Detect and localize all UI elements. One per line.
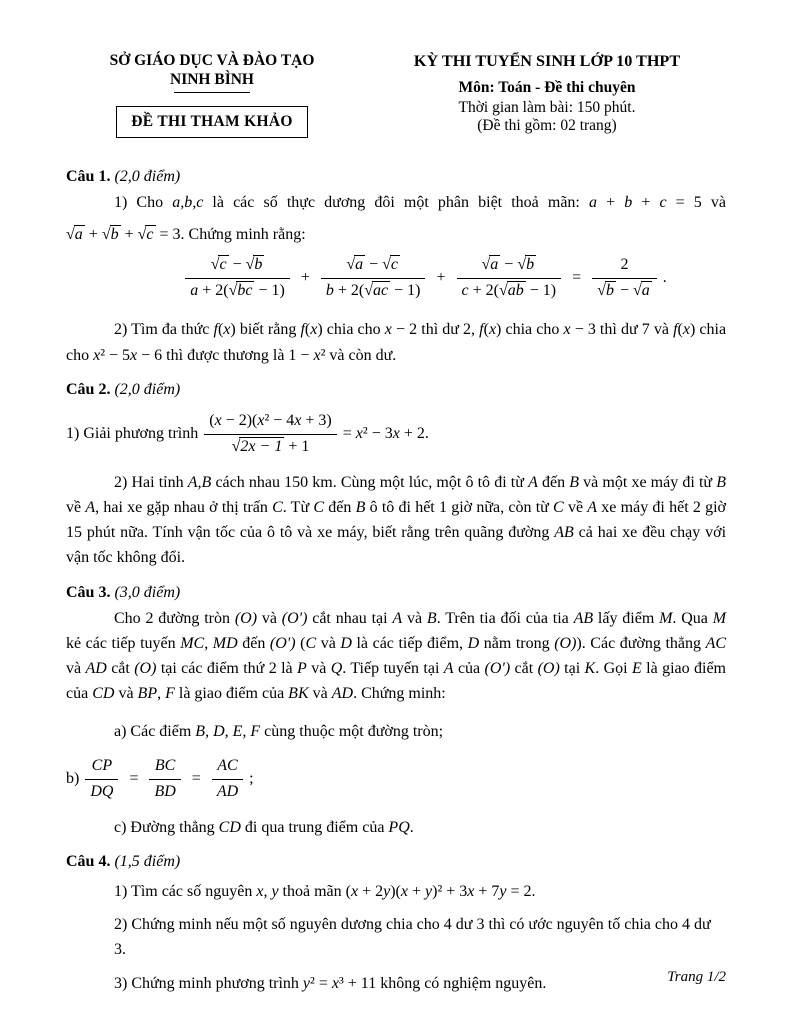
equals-operator: = [191,769,201,787]
question-4 [66,853,726,996]
q1-item1-text: 1) Cho a,b,c là các số thực dương đôi một phân biệt thoả mãn: a + b + c = 5 và [114,194,727,211]
exam-subject: Môn: Toán - Đề thi chuyên [458,79,636,96]
question-1 [66,168,726,368]
equation-period: . [662,268,667,286]
exam-body [66,168,726,996]
equals-operator: = [129,769,139,787]
q3-item-a: a) Các điểm B, D, E, F cùng thuộc một đường tròn; [114,722,444,740]
page-number: Trang 1/2 [667,969,726,985]
department-name: SỞ GIÁO DỤC VÀ ĐÀO TẠO [109,52,315,69]
question-points: (2,0 điểm) [114,380,181,398]
question-points: (2,0 điểm) [114,168,181,185]
fraction: $\frac{√a - √b}{c + 2(√ab - 1)}$ [457,255,562,302]
q4-item2-text: 2) Chứng minh nếu một số nguyên dương chia cho 4 dư 3 thì có ước nguyên tố chia cho 4 dư 3. [114,916,711,959]
fraction: $\frac{√a - √c}{b + 2(√ac - 1)}$ [321,255,426,302]
q2-item2-text: 2) Hai tỉnh A,B cách nhau 150 km. Cùng một lúc, một ô tô đi từ A đến B và một xe máy đi từ B về A, hai xe gặp nhau ở thị trấn C. Từ C đến B ô tô đi hết 1 giờ nữa, còn từ C về A xe máy đi hết 2 giờ 15 phút nữa. Tính vận tốc của ô tô và xe máy, biết rằng trên quãng đường AB cả hai xe đều chạy với vận tốc không đổi. [66,473,727,567]
question-points: (3,0 điểm) [114,583,181,601]
fraction: $\frac{AC}{AD}$ [212,756,243,803]
exam-header [66,52,726,138]
exam-type-box: ĐỀ THI THAM KHẢO [116,106,307,138]
province-name: NINH BÌNH [170,71,254,88]
fraction: $\frac{2}{√b - √a}$ [592,255,657,302]
question-2-heading [66,381,726,399]
question-points: (1,5 điểm) [114,852,181,870]
q1-item1-line2: √a + √b + √c = 3. Chứng minh rằng: [66,226,306,244]
question-3 [66,584,726,840]
q2-item1-rhs: = x² − 3x + 2. [342,424,429,442]
question-2 [66,381,726,571]
equals-operator: = [572,268,582,286]
question-label: Câu 2. [66,380,111,398]
q3-item-b-lead: b) [66,769,84,787]
q2-item1-lead: 1) Giải phương trình [66,424,203,442]
q4-item3-text: 3) Chứng minh phương trình y² = x³ + 11 không có nghiệm nguyên. [114,974,547,992]
question-3-heading [66,584,726,602]
exam-title: KỲ THI TUYỂN SINH LỚP 10 THPT [413,52,681,70]
q4-item1-text: 1) Tìm các số nguyên x, y thoả mãn (x + 2y)(x + y)² + 3x + 7y = 2. [114,882,536,900]
q3-body-text: Cho 2 đường tròn (O) và (O') cắt nhau tại A và B. Trên tia đối của tia AB lấy điểm M. Qua M kẻ các tiếp tuyến MC, MD đến (O') (C và D là các tiếp điểm, D nằm trong (O)). Các đường thẳng AC và AD cắt (O) tại các điểm thứ 2 là P và Q. Tiếp tuyến tại A của (O') cắt (O) tại K. Gọi E là giao điểm của CD và BP, F là giao điểm của BK và AD. Chứng minh: [66,609,727,703]
fraction: $\frac{BC}{BD}$ [149,756,180,803]
question-4-heading [66,853,726,871]
q1-display-equation [66,255,726,302]
q3-item-b [66,756,726,803]
question-1-heading [66,168,726,186]
q3-item-b-end: ; [249,769,254,787]
q3-item-c: c) Đường thẳng CD đi qua trung điểm của PQ. [114,818,414,836]
fraction: $\frac{CP}{DQ}$ [85,756,118,803]
q2-item1-equation [66,411,726,458]
plus-operator: + [436,268,446,286]
plus-operator: + [300,268,310,286]
fraction: $\frac{√c - √b}{a + 2(√bc - 1)}$ [185,255,290,302]
q1-item2-text: 2) Tìm đa thức f(x) biết rằng f(x) chia cho x − 2 thì dư 2, f(x) chia cho x − 3 thì dư 7 và f(x) chia cho x² − 5x − 6 thì được thương là 1 − x² và còn dư. [66,321,727,364]
header-divider [174,92,250,93]
exam-page-count: (Đề thi gồm: 02 trang) [477,117,617,134]
fraction: $\frac{\text{(x − 2)(x² − 4x + 3)}}{√2x - 1 + 1}$ [204,411,337,458]
question-label: Câu 4. [66,852,111,870]
question-label: Câu 3. [66,583,111,601]
question-label: Câu 1. [66,168,111,185]
exam-duration: Thời gian làm bài: 150 phút. [458,99,636,116]
exam-info-block [358,52,726,135]
issuing-authority-block [66,52,358,138]
